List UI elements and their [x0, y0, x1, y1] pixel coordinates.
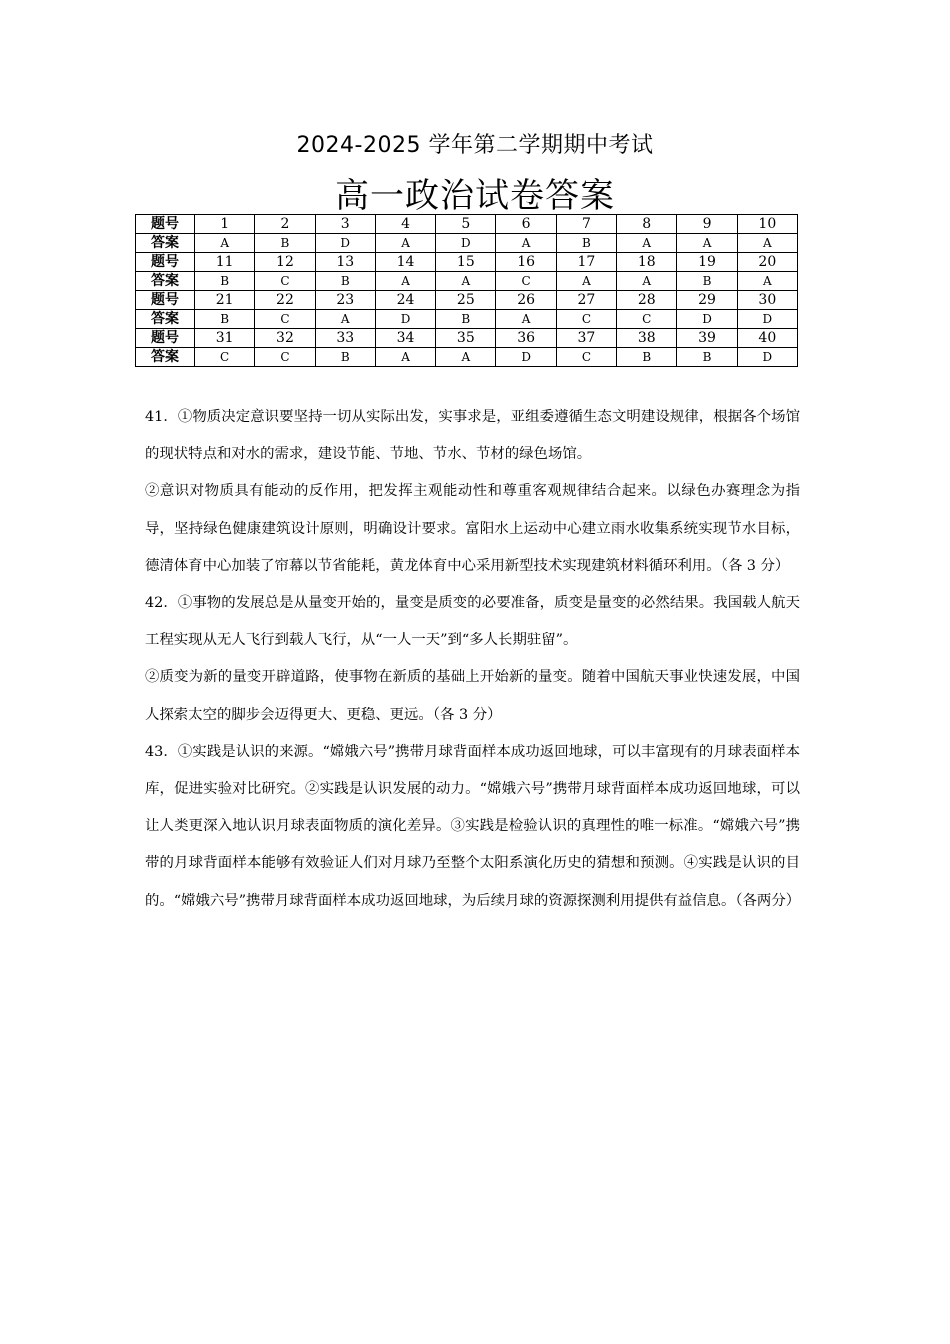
answer-choice: A	[496, 234, 556, 253]
answer-choice: B	[677, 272, 737, 291]
answer-row	[136, 234, 798, 253]
question-number: 17	[556, 253, 616, 272]
question-number: 8	[617, 215, 677, 234]
answer-choice: D	[315, 234, 375, 253]
question-number: 23	[315, 291, 375, 310]
answer-label: 答案	[136, 348, 195, 367]
question-number: 9	[677, 215, 737, 234]
answer-choice: C	[556, 348, 616, 367]
question-number-row	[136, 215, 798, 234]
question-number: 40	[737, 329, 797, 348]
question-number: 2	[255, 215, 315, 234]
answer-label: 答案	[136, 272, 195, 291]
answer-choice: B	[195, 272, 255, 291]
question-number: 11	[195, 253, 255, 272]
question-number-row	[136, 291, 798, 310]
question-number: 5	[436, 215, 496, 234]
answer-choice: A	[556, 272, 616, 291]
answer-choice: A	[617, 234, 677, 253]
answer-choice: C	[255, 272, 315, 291]
question-number: 21	[195, 291, 255, 310]
question-number: 18	[617, 253, 677, 272]
question-number: 35	[436, 329, 496, 348]
q41-paragraph-1: 41．①物质决定意识要坚持一切从实际出发，实事求是，亚组委遵循生态文明建设规律，根据各个场馆的现状特点和对水的需求，建设节能、节地、节水、节材的绿色场馆。	[145, 409, 800, 463]
exam-title: 2024-2025 学年第二学期期中考试	[296, 133, 654, 158]
question-number: 27	[556, 291, 616, 310]
question-number: 10	[737, 215, 797, 234]
answer-choice: B	[436, 310, 496, 329]
question-number: 20	[737, 253, 797, 272]
answer-choice: B	[677, 348, 737, 367]
answer-choice: D	[436, 234, 496, 253]
answer-choice: D	[496, 348, 556, 367]
answer-choice: A	[375, 272, 435, 291]
answer-label: 答案	[136, 234, 195, 253]
answer-choice: B	[195, 310, 255, 329]
answer-choice: A	[195, 234, 255, 253]
answer-key-table	[135, 214, 798, 367]
question-number-row	[136, 329, 798, 348]
answer-choice: C	[195, 348, 255, 367]
question-number: 29	[677, 291, 737, 310]
answer-choice: D	[375, 310, 435, 329]
answer-choice: A	[315, 310, 375, 329]
question-number: 4	[375, 215, 435, 234]
question-number: 16	[496, 253, 556, 272]
answer-choice: A	[375, 234, 435, 253]
answer-choice: C	[556, 310, 616, 329]
answer-choice: C	[255, 310, 315, 329]
question-number: 36	[496, 329, 556, 348]
question-label: 题号	[136, 329, 195, 348]
question-label: 题号	[136, 215, 195, 234]
question-number: 12	[255, 253, 315, 272]
answer-choice: A	[737, 234, 797, 253]
question-number: 38	[617, 329, 677, 348]
question-number: 28	[617, 291, 677, 310]
answer-choice: A	[617, 272, 677, 291]
question-number-row	[136, 253, 798, 272]
paper-title: 高一政治试卷答案	[335, 176, 615, 216]
answers-text	[145, 399, 800, 920]
question-number: 32	[255, 329, 315, 348]
question-number: 33	[315, 329, 375, 348]
answer-row	[136, 272, 798, 291]
question-number: 19	[677, 253, 737, 272]
answer-choice: B	[315, 272, 375, 291]
answer-choice: C	[496, 272, 556, 291]
answer-choice: A	[436, 348, 496, 367]
question-number: 39	[677, 329, 737, 348]
answer-label: 答案	[136, 310, 195, 329]
question-number: 26	[496, 291, 556, 310]
question-number: 1	[195, 215, 255, 234]
answer-row	[136, 310, 798, 329]
question-number: 24	[375, 291, 435, 310]
question-label: 题号	[136, 253, 195, 272]
answer-choice: B	[556, 234, 616, 253]
answer-choice: D	[677, 310, 737, 329]
q43-paragraph: 43．①实践是认识的来源。“嫦娥六号”携带月球背面样本成功返回地球，可以丰富现有的月球表面样本库，促进实验对比研究。②实践是认识发展的动力。“嫦娥六号”携带月球背面样本成功返回地球，可以让人类更深入地认识月球表面物质的演化差异。③实践是检验认识的真理性的唯一标准。“嫦娥六号”携带的月球背面样本能够有效验证人们对月球乃至整个太阳系演化历史的猜想和预测。④实践是认识的目的。“嫦娥六号”携带月球背面样本成功返回地球，为后续月球的资源探测利用提供有益信息。（各两分）	[145, 743, 801, 909]
question-number: 14	[375, 253, 435, 272]
question-number: 34	[375, 329, 435, 348]
answer-row	[136, 348, 798, 367]
answer-choice: C	[255, 348, 315, 367]
q41-paragraph-2: ②意识对物质具有能动的反作用，把发挥主观能动性和尊重客观规律结合起来。以绿色办赛理念为指导，坚持绿色健康建筑设计原则，明确设计要求。富阳水上运动中心建立雨水收集系统实现节水目标，德清体育中心加装了帘幕以节省能耗，黄龙体育中心采用新型技术实现建筑材料循环利用。（各 3 分）	[145, 483, 800, 574]
question-number: 15	[436, 253, 496, 272]
q42-paragraph-2: ②质变为新的量变开辟道路，使事物在新质的基础上开始新的量变。随着中国航天事业快速发展，中国人探索太空的脚步会迈得更大、更稳、更远。（各 3 分）	[145, 669, 800, 723]
question-number: 30	[737, 291, 797, 310]
answer-choice: A	[375, 348, 435, 367]
answer-choice: D	[737, 310, 797, 329]
question-number: 3	[315, 215, 375, 234]
answer-choice: A	[677, 234, 737, 253]
answer-key-body	[136, 215, 798, 367]
question-number: 37	[556, 329, 616, 348]
answer-choice: A	[737, 272, 797, 291]
q42-paragraph-1: 42．①事物的发展总是从量变开始的，量变是质变的必要准备，质变是量变的必然结果。我国载人航天工程实现从无人飞行到载人飞行，从“一人一天”到“多人长期驻留”。	[145, 595, 800, 649]
question-number: 13	[315, 253, 375, 272]
answer-choice: A	[436, 272, 496, 291]
answer-choice: B	[617, 348, 677, 367]
question-number: 7	[556, 215, 616, 234]
question-number: 31	[195, 329, 255, 348]
answer-choice: C	[617, 310, 677, 329]
answer-choice: B	[255, 234, 315, 253]
question-number: 25	[436, 291, 496, 310]
answer-choice: B	[315, 348, 375, 367]
question-number: 6	[496, 215, 556, 234]
question-number: 22	[255, 291, 315, 310]
answer-choice: A	[496, 310, 556, 329]
answer-choice: D	[737, 348, 797, 367]
question-label: 题号	[136, 291, 195, 310]
